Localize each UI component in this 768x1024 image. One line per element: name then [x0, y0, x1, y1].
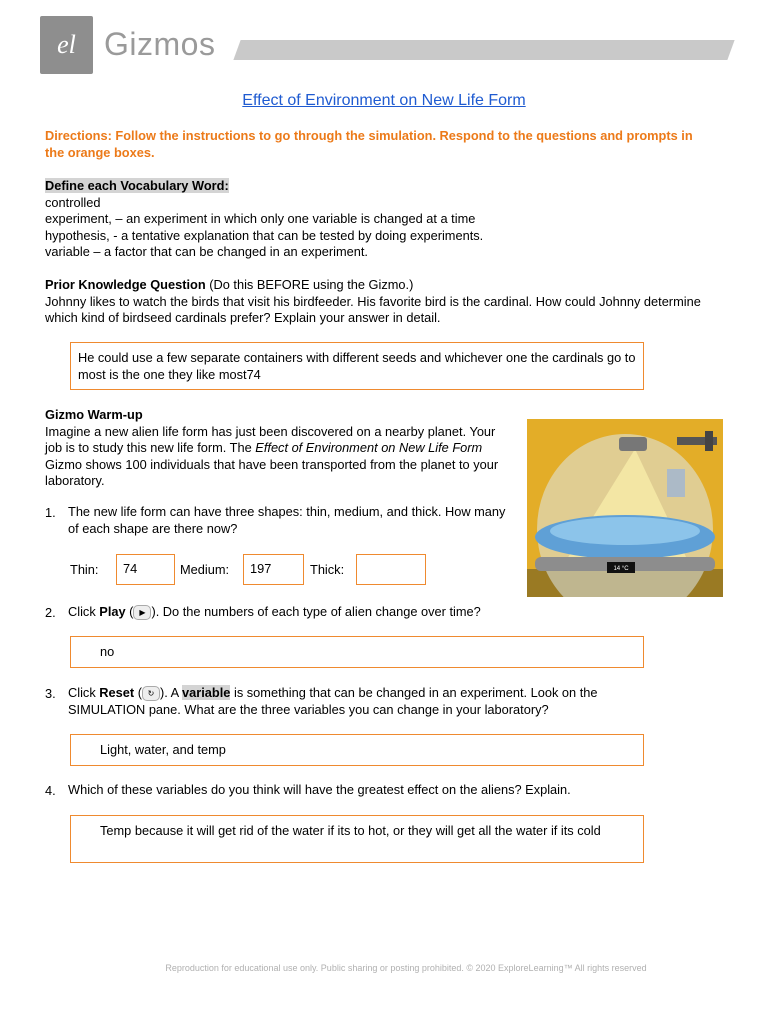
thick-label: Thick: — [310, 562, 345, 577]
q3-mid: ). A — [159, 685, 183, 700]
q3-number: 3. — [45, 686, 56, 701]
simulation-image — [527, 419, 723, 597]
medium-field[interactable]: 197 — [243, 554, 304, 585]
q4-answer-box[interactable]: Temp because it will get rid of the water if its to hot, or they will get all the water if its cold — [70, 815, 644, 863]
prior-knowledge-section — [45, 277, 725, 327]
q3-pre: Click — [68, 685, 100, 700]
vocabulary-section — [45, 178, 725, 261]
q2-number: 2. — [45, 605, 56, 620]
header-bar — [233, 40, 734, 60]
thin-label: Thin: — [70, 562, 99, 577]
directions: Directions: Follow the instructions to go through the simulation. Respond to the questions and prompts in the orange boxes. — [45, 128, 693, 160]
prior-answer-box[interactable]: He could use a few separate containers with different seeds and whichever one the cardinals go to most is the one they like most74 — [70, 342, 644, 390]
prior-question: Johnny likes to watch the birds that visit his birdfeeder. His favorite bird is the cardinal. How could Johnny determine which kind of birdseed cardinals prefer? Explain your answer in detail. — [45, 293, 701, 325]
q2-post: ). Do the numbers of each type of alien change over time? — [151, 604, 481, 619]
warmup-text: Imagine a new alien life form has just been discovered on a nearby planet. Your job is to study this new life form. The — [45, 423, 496, 455]
reset-label: Reset — [99, 685, 135, 700]
q4-number: 4. — [45, 783, 56, 798]
q1-text: The new life form can have three shapes: thin, medium, and thick. How many of each shape are there now? — [68, 504, 506, 536]
sim-temp-readout: 14 °C — [613, 566, 629, 572]
q3-answer-box[interactable]: Light, water, and temp — [70, 734, 644, 766]
footer-copyright: Reproduction for educational use only. Public sharing or posting prohibited. © 2020 ExploreLearning™ All rights reserved — [165, 963, 647, 973]
thin-field[interactable]: 74 — [116, 554, 175, 585]
medium-label: Medium: — [180, 562, 230, 577]
warmup-text-2: Gizmo shows 100 individuals that have been transported from the planet to your laboratory. — [45, 456, 499, 488]
vocab-line: variable – a factor that can be changed in an experiment. — [45, 244, 368, 259]
play-label: Play — [99, 604, 126, 619]
vocab-line: hypothesis, - a tentative explanation that can be tested by doing experiments. — [45, 227, 484, 243]
warmup-heading: Gizmo Warm-up — [45, 407, 143, 422]
q3-paren: ( — [134, 685, 142, 700]
q4-text: Which of these variables do you think will have the greatest effect on the aliens? Explain. — [68, 782, 571, 797]
thick-field[interactable] — [356, 554, 426, 585]
prior-note: (Do this BEFORE using the Gizmo.) — [205, 277, 414, 292]
vocab-line: experiment, – an experiment in which only one variable is changed at a time — [45, 211, 476, 226]
vocabulary-heading: Define each Vocabulary Word: — [45, 178, 229, 193]
q2-text — [68, 604, 728, 621]
q2-paren: ( — [125, 604, 134, 619]
reset-icon: ↻ — [142, 686, 160, 701]
q3-post: is something that can be changed in an experiment. Look on the SIMULATION pane. What are the three variables you can change in your laboratory? — [68, 685, 598, 717]
variable-term: variable — [182, 685, 231, 700]
play-icon: ▶ — [133, 605, 151, 620]
page-title: Effect of Environment on New Life Form — [242, 92, 526, 109]
q1-number: 1. — [45, 505, 56, 520]
gizmo-name: Effect of Environment on New Life Form — [255, 440, 483, 455]
vocab-line: controlled — [45, 194, 101, 210]
explorelearning-logo: el — [40, 16, 93, 74]
warmup-section — [45, 407, 515, 490]
q3-text — [68, 685, 668, 718]
q2-answer-box[interactable]: no — [70, 636, 644, 668]
prior-heading: Prior Knowledge Question — [45, 277, 206, 292]
gizmos-wordmark: Gizmos — [104, 26, 216, 62]
q2-pre: Click — [68, 604, 100, 619]
